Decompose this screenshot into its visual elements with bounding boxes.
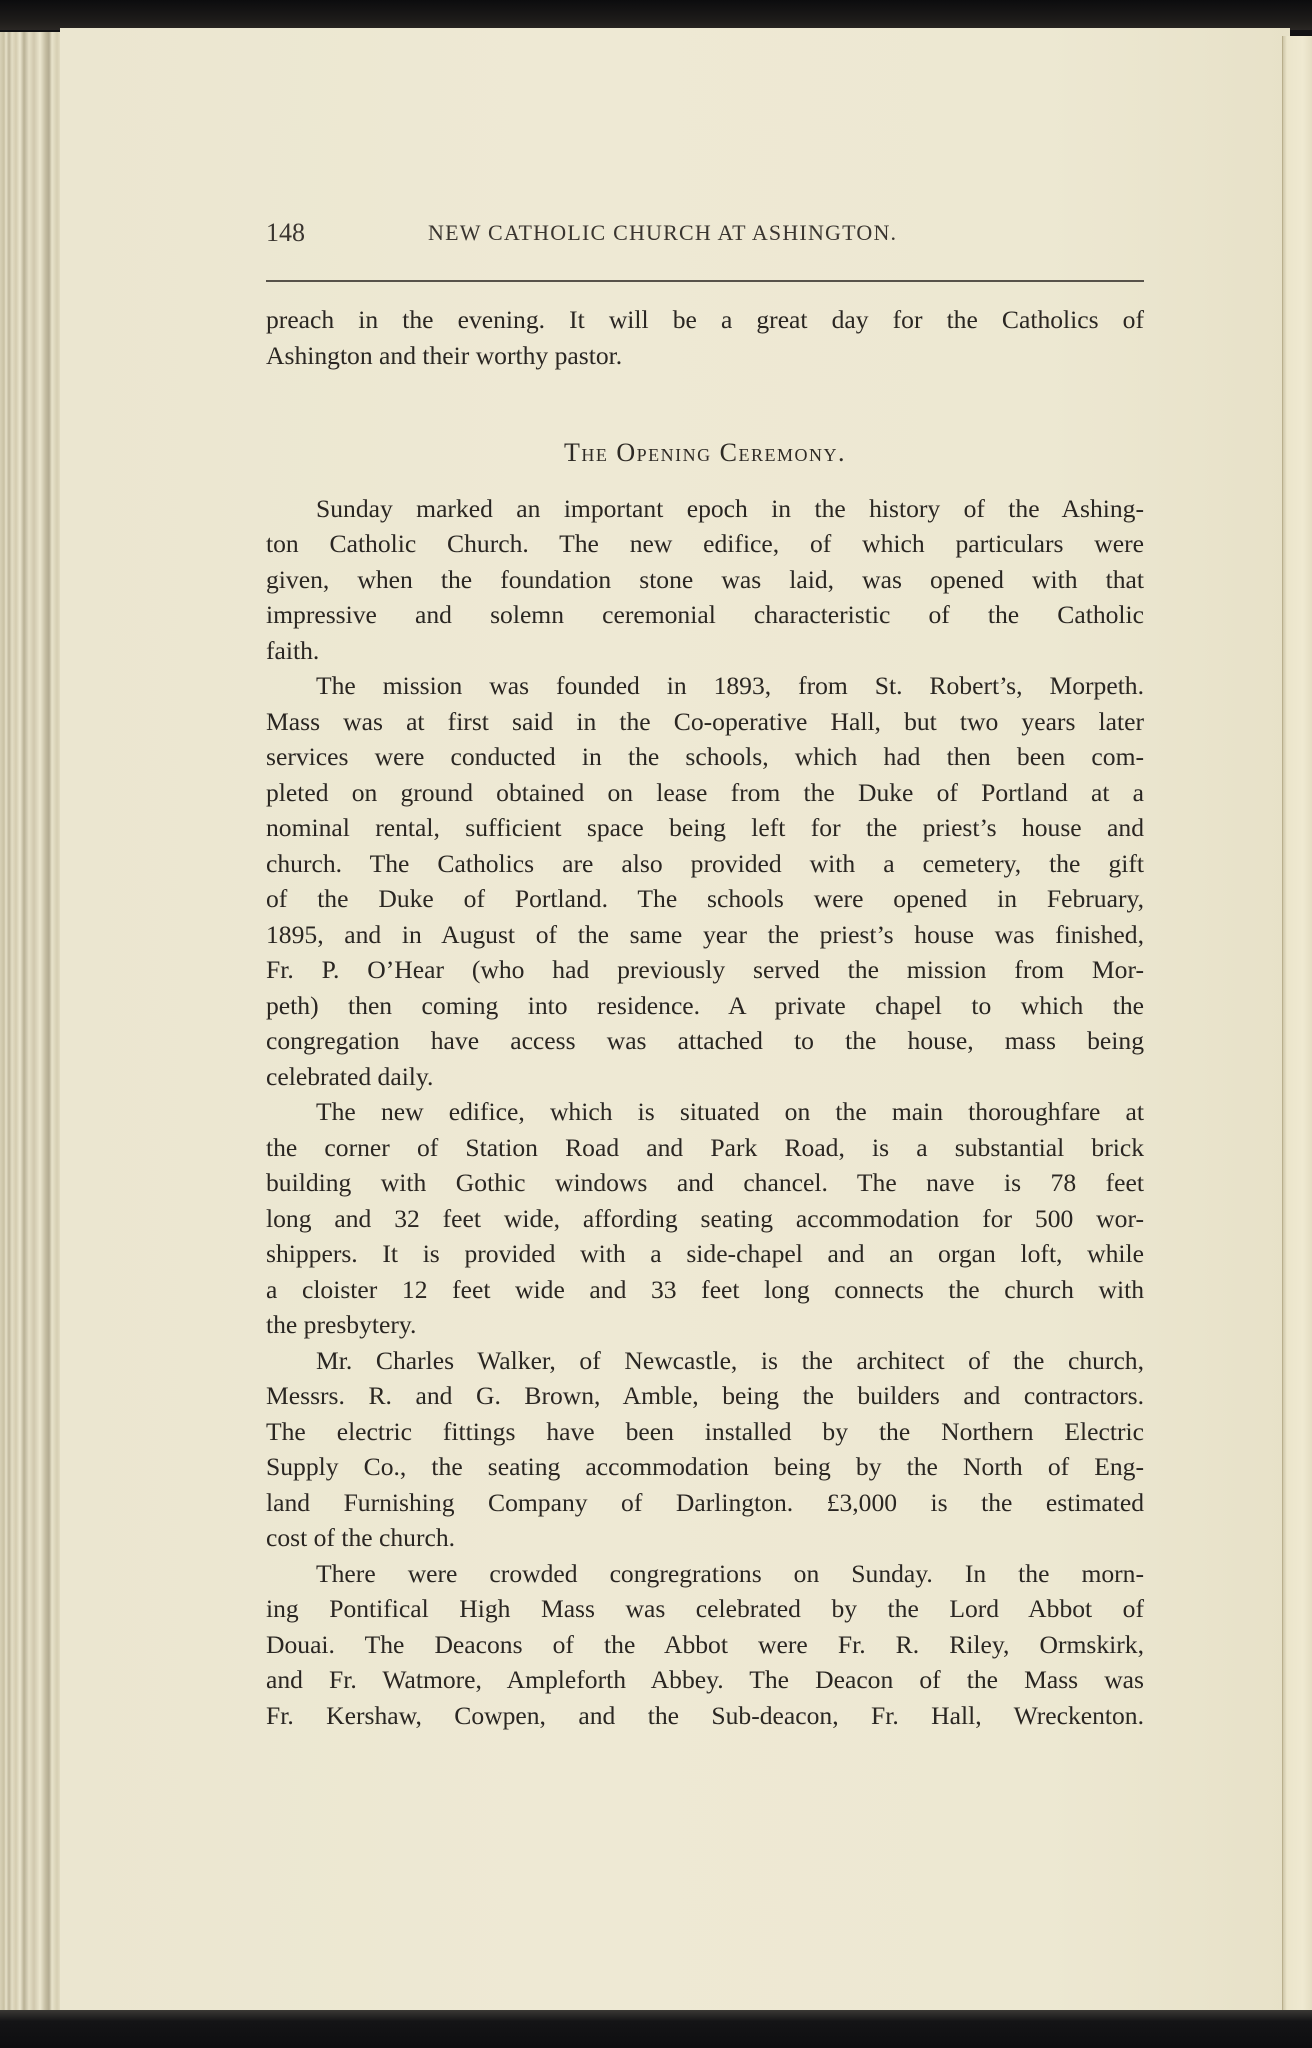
text-line: services were conducted in the schools, which had then been com- (266, 742, 1144, 771)
text-line: church. The Catholics are also provided with a cemetery, the gift (266, 848, 1144, 878)
intro-paragraph (266, 302, 1144, 373)
text-line: There were crowded congregrations on Sunday. In the morn- (316, 1558, 1144, 1588)
text-line: peth) then coming into residence. A private chapel to which the (266, 990, 1144, 1020)
text-line: Ashington and their worthy pastor. (266, 340, 623, 370)
text-line: of the Duke of Portland. The schools were opened in February, (266, 884, 1144, 913)
text-line: Fr. Kershaw, Cowpen, and the Sub-deacon, Fr. Hall, Wreckenton. (266, 1700, 1144, 1730)
text-line: The mission was founded in 1893, from St. Robert’s, Morpeth. (316, 671, 1144, 700)
book-cover-bottom-edge (0, 2010, 1312, 2048)
body-text (266, 302, 1144, 1733)
text-line: Sunday marked an important epoch in the history of the Ashing- (316, 493, 1144, 523)
book-cover-top-edge (0, 0, 1312, 30)
section-heading: The Opening Ceremony. (564, 438, 846, 467)
text-line: long and 32 feet wide, affording seating accommodation for 500 wor- (266, 1203, 1144, 1233)
text-line: nominal rental, sufficient space being left for the priest’s house and (266, 813, 1144, 842)
text-line: Messrs. R. and G. Brown, Amble, being the builders and contractors. (266, 1381, 1144, 1410)
text-line: the corner of Station Road and Park Road, is a substantial brick (266, 1132, 1144, 1162)
text-line: Fr. P. O’Hear (who had previously served the mission from Mor- (266, 955, 1144, 984)
text-line: The new edifice, which is situated on the main thoroughfare at (316, 1097, 1144, 1126)
text-line: congregation have access was attached to the house, mass being (266, 1026, 1144, 1055)
text-line: land Furnishing Company of Darlington. £3,000 is the estimated (266, 1487, 1144, 1517)
text-line: Douai. The Deacons of the Abbot were Fr. R. Riley, Ormskirk, (266, 1629, 1144, 1659)
text-line: ing Pontifical High Mass was celebrated by the Lord Abbot of (266, 1594, 1144, 1623)
text-line: celebrated daily. (266, 1061, 434, 1091)
text-line: pleted on ground obtained on lease from the Duke of Portland at a (266, 777, 1144, 807)
page-number: 148 (266, 218, 305, 247)
running-head-title: NEW CATHOLIC CHURCH AT ASHINGTON. (428, 220, 898, 245)
text-line: impressive and solemn ceremonial characteristic of the Catholic (266, 600, 1144, 629)
text-line: a cloister 12 feet wide and 33 feet long connects the church with (266, 1274, 1144, 1304)
stacked-page-edges (0, 32, 62, 2014)
text-line: given, when the foundation stone was laid, was opened with that (266, 564, 1144, 594)
text-line: 1895, and in August of the same year the priest’s house was finished, (266, 919, 1144, 949)
text-line: Mass was at first said in the Co-operative Hall, but two years later (266, 706, 1144, 736)
paragraph (266, 668, 1144, 1094)
text-line: The electric fittings have been installed by the Northern Electric (266, 1416, 1144, 1446)
text-line: the presbytery. (266, 1310, 417, 1339)
text-line: building with Gothic windows and chancel. The nave is 78 feet (266, 1168, 1144, 1197)
paragraph (266, 1556, 1144, 1734)
text-line: and Fr. Watmore, Ampleforth Abbey. The Deacon of the Mass was (266, 1665, 1144, 1694)
text-line: Mr. Charles Walker, of Newcastle, is the architect of the church, (316, 1345, 1144, 1375)
text-line: cost of the church. (266, 1523, 456, 1552)
text-line: shippers. It is provided with a side-chapel and an organ loft, while (266, 1239, 1144, 1268)
header-rule (266, 280, 1144, 282)
text-line: Supply Co., the seating accommodation being by the North of Eng- (266, 1452, 1144, 1481)
paragraph (266, 1343, 1144, 1556)
paragraph (266, 1094, 1144, 1343)
paragraph (266, 491, 1144, 669)
text-line: faith. (266, 635, 320, 665)
text-line: ton Catholic Church. The new edifice, of which particulars were (266, 529, 1144, 558)
facing-page-edge (1282, 36, 1312, 2010)
text-line: preach in the evening. It will be a great day for the Catholics of (266, 305, 1144, 334)
